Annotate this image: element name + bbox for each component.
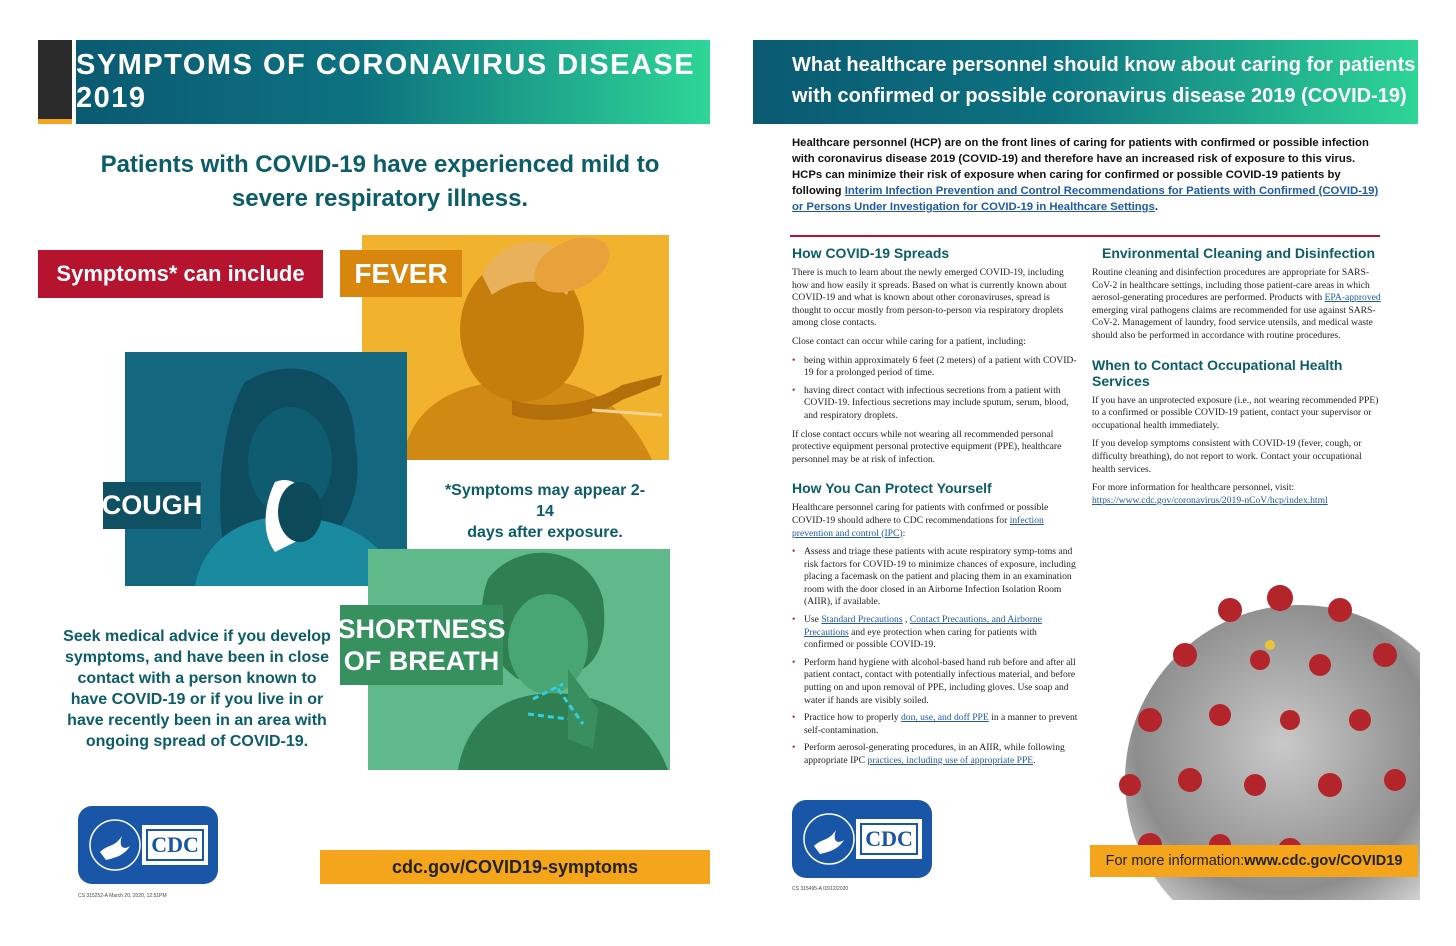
symptom-timing-note [440,480,650,543]
more-info-label: For more information: [1105,853,1245,869]
list-item-text: Perform aerosol-generating procedures, in an AIIR, while following appropriate IPC [804,742,1065,766]
cleaning-text: Routine cleaning and disinfection procedures are appropriate for SARS-CoV-2 in healthcare settings, including those patient-care areas in which aerosol-generating procedures are performed. Products with [1092,267,1370,304]
list-item-text: in a manner to prevent self-contamination. [804,712,1078,736]
seek-medical-advice-text [62,626,332,752]
intro-end: . [1154,201,1158,213]
right-footer-code: CS 315495-A 03/12/2020 [792,886,849,892]
list-item-text: and eye protection when caring for patients with confirmed or possible COVID-19. [804,626,1037,651]
right-title-line-1: What healthcare personnel should know about caring for patients [792,54,1416,76]
protect-text: Healthcare personnel caring for patients with confrmed or possible COVID-19 should adhere to CDC recommendations for [792,502,1049,526]
protect-body [792,502,1078,767]
advice-line: have COVID-19 or if you live in or [70,691,324,708]
hhs-seal-icon [88,818,142,872]
right-title-line-2: with confirmed or possible coronavirus disease 2019 (COVID-19) [792,85,1407,107]
interim-guidance-link[interactable]: Interim Infection Prevention and Control Recommendations for Patients with Confirmed (COVID-19) or Persons Under Investigation for COVID-19 in Healthcare Settings [792,185,1379,213]
left-page-title [76,40,710,124]
more-info-url[interactable]: www.cdc.gov/COVID19 [1244,853,1403,869]
list-item-text: being within approximately 6 feet (2 meters) of a patient with COVID-19 for a prolonged period of time. [804,354,1077,379]
cleaning-body [1092,267,1382,343]
advice-line: Seek medical advice if you develop [63,628,331,645]
spreads-paragraph: There is much to learn about the newly emerged COVID-19, including how and how easily it spreads. Based on what is currently known about COVID-19 and what is known about other coronaviruses, spread is thought to occur mostly from person-to-person via respiratory droplets among close contacts. [792,267,1067,329]
advice-line: have recently been in an area with [67,712,327,729]
list-item-text: Assess and triage these patients with acute respiratory symp-toms and risk factors for COVID-19 to minimize chances of exposure, including placing a facemask on the patient and placing them in an examination room with the door closed in an Airborne Infection Isolation Room (AIIR), if available. [804,546,1076,608]
intro-paragraph [792,135,1382,215]
list-item-text: Perform hand hygiene with alcohol-based hand rub before and after all patient contact, contact with potentially infectious material, and before putting on and upon removal of PPE, including gloves. Use soap and water if hands are visibly soiled. [804,656,1076,706]
cdc-logo [792,800,932,878]
advice-line: symptoms, and have been in close [64,649,330,666]
ppe-link[interactable]: don, use, and doff PPE [900,712,989,724]
subtitle-line-1: Patients with COVID-19 have experienced mild to [100,151,660,178]
shortness-of-breath-label [337,605,506,685]
protect-text-end: : [902,527,906,539]
advice-line: contact with a person known to [77,670,317,687]
symptoms-url[interactable]: cdc.gov/COVID19-symptoms [391,856,639,877]
fever-label-text: FEVER [354,257,448,289]
ipc-link[interactable]: infection prevention and control (IPC) [792,514,1044,539]
cough-person-icon [125,352,407,586]
cleaning-paragraph [1092,267,1382,343]
hhs-seal-icon [802,812,856,866]
ipc-practices-link[interactable]: practices, including use of appropriate PPE [867,755,1034,766]
cdc-logo-text: CDC [142,825,208,865]
list-item-text: Practice how to properly [804,712,901,724]
occupational-heading: When to Contact Occupational Health Services [1092,356,1343,389]
left-footer-code: CS 315252-A March 20, 2020, 12:51PM [78,893,167,899]
sob-label-line-1: SHORTNESS [337,614,506,644]
cough-label [103,482,201,529]
right-page-title [753,40,1418,124]
list-item-text: having direct contact with infectious secretions from a patient with COVID-19. Infectious secretions may include sputum, serum, blood, and respiratory droplets. [804,384,1069,421]
list-item: • being within approximately 6 feet (2 meters) of a patient with COVID-19 for a prolonged period of time. [792,354,1077,379]
spreads-section [792,245,1078,774]
cleaning-text: emerging viral pathogens claims are recommended for use against SARS-CoV-2. Management of laundry, food service utensils, and medical waste should also be performed in accordance with routine procedures. [1092,304,1376,341]
occupational-body [1092,395,1382,508]
contact-airborne-precautions-link[interactable]: Contact Precautions, and Airborne Precautions [804,614,1042,638]
note-line-2: days after exposure. [467,524,623,541]
spreads-paragraph: If close contact occurs while not wearing all recommended personal protective equipment personal protective equipment (PPE), healthcare personnel may be at risk of infection. [792,428,1062,465]
occupational-paragraph: If you develop symptoms consistent with COVID-19 (fever, cough, or difficulty breathing), do not report to work. Contact your occupational health services. [1092,438,1362,475]
cdc-logo [78,806,218,884]
occupational-paragraph [1092,482,1382,507]
hcp-info-link[interactable]: https://www.cdc.gov/coronavirus/2019-nCoV/hcp/index.html [1092,494,1328,506]
list-item: • Perform aerosol-generating procedures, in an AIIR, while following appropriate IPC practices, including use of appropriate PPE. [792,742,1065,766]
cleaning-section [1092,245,1382,513]
cough-label-text: COUGH [101,490,203,520]
spreads-paragraph: Close contact can occur while caring for a patient, including: [792,335,1026,347]
cough-illustration [125,352,407,586]
cdc-logo-text: CDC [856,819,922,859]
advice-line: ongoing spread of COVID-19. [85,733,309,750]
spreads-body [792,267,1078,466]
protect-paragraph [792,502,1078,540]
list-item: • Perform hand hygiene with alcohol-based hand rub before and after all patient contact, contact with potentially infectious material, and before putting on and upon removal of PPE, including gloves. Use soap and water if hands are visibly soiled. [792,656,1076,706]
intro-text: Healthcare personnel (HCP) are on the front lines of caring for patients with confirmed or possible infection with coronavirus disease 2019 (COVID-19) and therefore have an increased risk of exposure to this virus. HCPs can minimize their risk of exposure when caring for confirmed or possible COVID-19 patients by following [792,137,1369,197]
occupational-paragraph: If you have an unprotected exposure (i.e., not wearing recommended PPE) to a confirmed or possible COVID-19 patient, contact your supervisor or occupational health immediately. [1092,394,1379,431]
symptoms-banner [38,250,323,298]
symptoms-banner-text: Symptoms* can include [56,261,305,286]
list-item: • Practice how to properly don, use, and doff PPE in a manner to prevent self-contamination. [792,712,1078,736]
fever-label [340,250,462,297]
list-item: • Use Standard Precautions , Contact Precautions, and Airborne Precautions and eye protection when caring for patients with confirmed or possible COVID-19. [792,614,1042,651]
more-info-banner [1090,845,1418,877]
protect-heading: How You Can Protect Yourself [792,480,992,497]
symptoms-url-banner [320,850,710,884]
occupational-text: For more information for healthcare personnel, visit: [1092,482,1295,494]
left-subtitle [90,148,670,216]
sob-label-line-2: OF BREATH [343,646,500,676]
section-divider [790,235,1380,237]
cleaning-heading: Environmental Cleaning and Disinfection [1102,245,1376,261]
spreads-heading: How COVID-19 Spreads [792,245,950,261]
list-item: • Assess and triage these patients with acute respiratory symp-toms and risk factors for COVID-19 to minimize chances of exposure, including placing a facemask on the patient and placing them in an examination room with the door closed in an Airborne Infection Isolation Room (AIIR), if available. [792,546,1076,608]
title-accent-block [38,40,72,124]
note-line-1: *Symptoms may appear 2-14 [444,482,646,520]
list-item-text: . [1033,755,1036,766]
list-item-text: Use [804,614,822,626]
standard-precautions-link[interactable]: Standard Precautions [821,614,903,626]
list-item: • having direct contact with infectious secretions from a patient with COVID-19. Infectious secretions may include sputum, serum, blood, and respiratory droplets. [792,384,1069,421]
epa-approved-link[interactable]: EPA-approved [1324,292,1381,304]
list-item-text: , [902,614,910,626]
subtitle-line-2: severe respiratory illness. [231,185,529,212]
left-title-text: SYMPTOMS OF CORONAVIRUS DISEASE 2019 [76,49,696,114]
